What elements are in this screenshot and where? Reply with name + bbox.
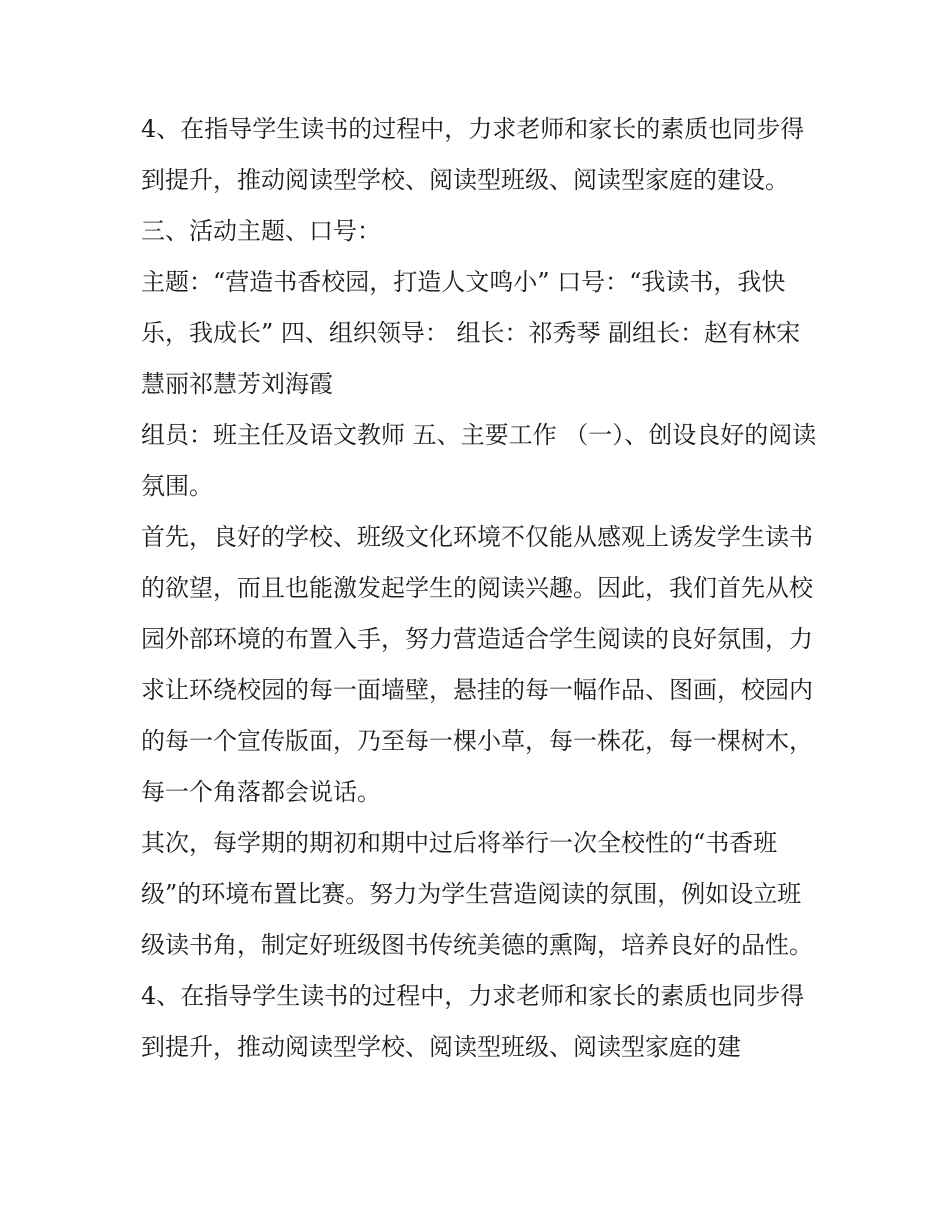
paragraph-goal-4-repeat: 4、在指导学生读书的过程中，力求老师和家长的素质也同步得到提升，推动阅读型学校、阅读型班级、阅读型家庭的建 (141, 982, 805, 1061)
paragraph-goal-4: 4、在指导学生读书的过程中，力求老师和家长的素质也同步得到提升，推动阅读型学校、阅读型班级、阅读型家庭的建设。 三、活动主题、口号： (141, 115, 805, 245)
paragraph-campus-environment: 首先，良好的学校、班级文化环境不仅能从感观上诱发学生读书的欲望，而且也能激发起学生的阅读兴趣。因此，我们首先从校园外部环境的布置入手，努力营造适合学生阅读的良好氛围，力求让环绕校园的每一面墙壁，悬挂的每一幅作品、图画，校园内的每一个宣传版面，乃至每一棵小草，每一株花，每一棵树木，每一个角落都会说话。 (141, 523, 813, 806)
paragraph-members-main-work: 组员：班主任及语文教师 五、主要工作 （一）、创设良好的阅读氛围。 (141, 421, 817, 500)
document-body (141, 104, 821, 1073)
paragraph-class-competition: 其次，每学期的期初和期中过后将举行一次全校性的“书香班级”的环境布置比赛。努力为学生营造阅读的氛围，例如设立班级读书角，制定好班级图书传统美德的熏陶，培养良好的品性。 (141, 829, 813, 959)
paragraph-theme-slogan-leadership: 主题：“营造书香校园，打造人文鸣小” 口号：“我读书，我快乐，我成长” 四、组织领导： 组长：祁秀琴 副组长：赵有林宋慧丽祁慧芳刘海霞 (141, 268, 801, 398)
